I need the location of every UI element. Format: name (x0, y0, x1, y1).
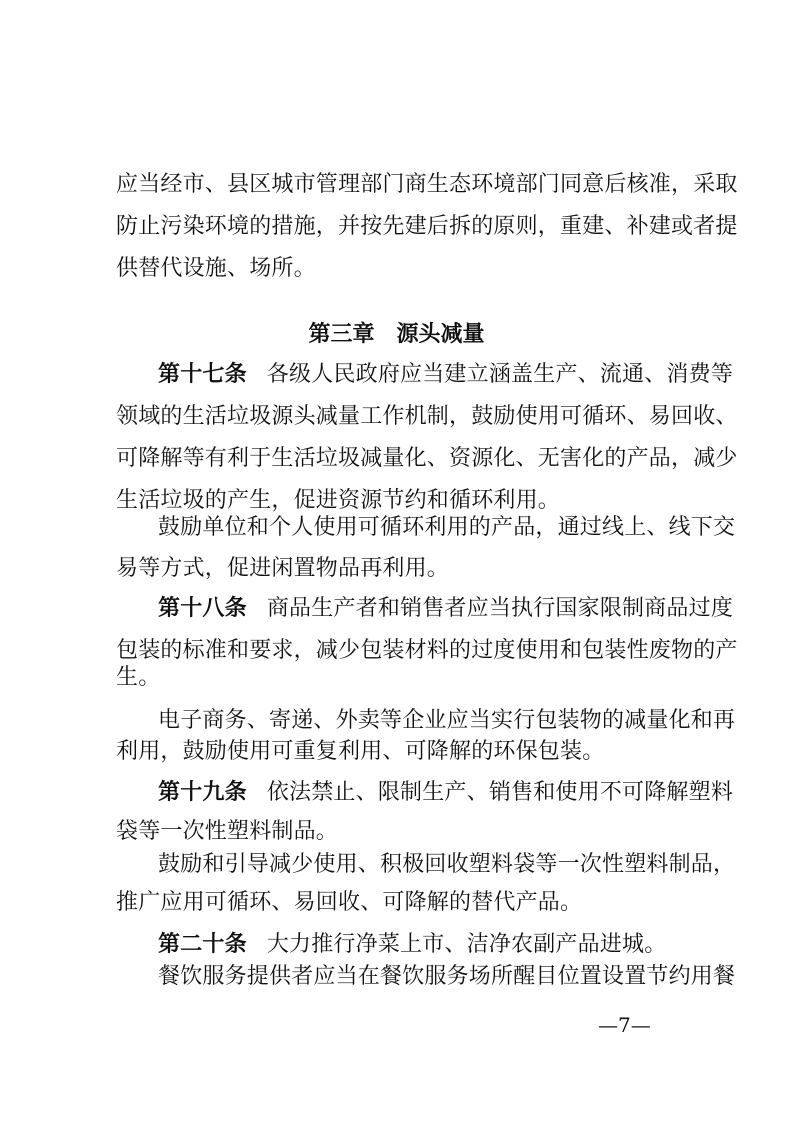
intro-line-3: 供替代设施、场所。 (116, 256, 316, 281)
article-18-line-2: 包装的标准和要求，减少包装材料的过度使用和包装性废物的产 (116, 638, 738, 663)
article-18-label: 第十八条 (158, 596, 247, 621)
article-18-line-3: 生。 (116, 665, 161, 690)
article-17-para-2-line-2: 易等方式，促进闲置物品再利用。 (116, 556, 450, 581)
chapter-heading (0, 320, 793, 350)
article-19-line-1 (158, 778, 733, 808)
article-18-para-2-line-1: 电子商务、寄递、外卖等企业应当实行包装物的减量化和再 (158, 708, 736, 733)
article-19-para-2-line-1: 鼓励和引导减少使用、积极回收塑料袋等一次性塑料制品， (158, 852, 736, 877)
page-number: —7— (598, 1013, 651, 1037)
article-20-text-1: 大力推行净菜上市、洁净农副产品进城。 (266, 932, 667, 957)
article-20-para-2-line-1: 餐饮服务提供者应当在餐饮服务场所醒目位置设置节约用餐 (158, 964, 736, 989)
article-19-para-2-line-2: 推广应用可循环、易回收、可降解的替代产品。 (116, 890, 583, 915)
article-19-line-2: 袋等一次性塑料制品。 (116, 819, 339, 844)
article-17-text-1: 各级人民政府应当建立涵盖生产、流通、消费等 (266, 362, 734, 387)
article-17-para-2-line-1: 鼓励单位和个人使用可循环利用的产品，通过线上、线下交 (158, 515, 736, 540)
chapter-title: 源头减量 (396, 322, 485, 347)
article-17-label: 第十七条 (158, 362, 247, 387)
article-20-label: 第二十条 (158, 932, 247, 957)
intro-line-2: 防止污染环境的措施，并按先建后拆的原则，重建、补建或者提 (116, 214, 738, 239)
chapter-number: 第三章 (308, 322, 375, 347)
article-18-text-1: 商品生产者和销售者应当执行国家限制商品过度 (266, 596, 734, 621)
intro-line-1: 应当经市、县区城市管理部门商生态环境部门同意后核准，采取 (116, 172, 738, 197)
article-17-line-4: 生活垃圾的产生，促进资源节约和循环利用。 (116, 488, 561, 513)
article-19-text-1: 依法禁止、限制生产、销售和使用不可降解塑料 (266, 780, 734, 805)
article-17-line-3: 可降解等有利于生活垃圾减量化、资源化、无害化的产品，减少 (116, 446, 738, 471)
article-17-line-2: 领域的生活垃圾源头减量工作机制，鼓励使用可循环、易回收、 (116, 404, 738, 429)
article-17-line-1 (158, 360, 733, 390)
article-20-line-1 (158, 930, 666, 960)
article-19-label: 第十九条 (158, 780, 247, 805)
article-18-para-2-line-2: 利用，鼓励使用可重复利用、可降解的环保包装。 (116, 739, 605, 764)
article-18-line-1 (158, 594, 733, 624)
